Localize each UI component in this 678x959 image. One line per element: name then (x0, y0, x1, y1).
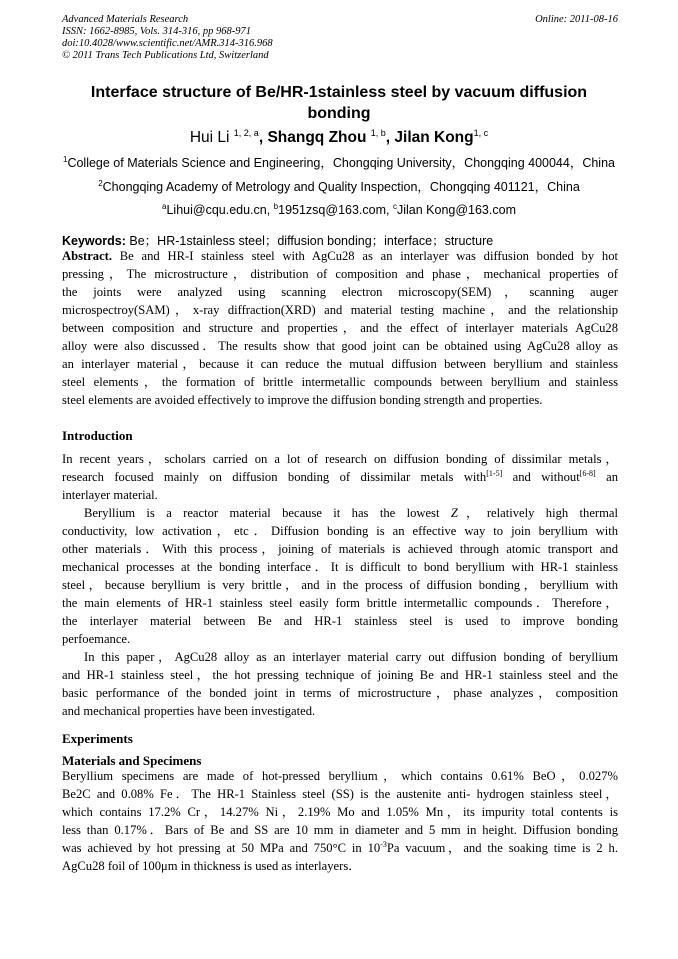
intro-line: Beryllium is a reactor material because it has the lowest Z，relatively high thermal (84, 506, 618, 520)
affiliation-2 (60, 176, 618, 195)
intro-line: other materials．With this process，joining of materials is achieved through atomic transport and (62, 542, 618, 556)
online-date: Online: 2011-08-16 (535, 14, 618, 25)
abstract-line: alloy were also discussed．The results show that good joint can be obtained using AgCu28 alloy as (62, 339, 618, 353)
author-superscript: 1, b (370, 128, 386, 138)
introduction-body (62, 450, 618, 720)
abstract-line: an interlayer material，because it can reduce the mutual diffusion between beryllium and stainless (62, 357, 618, 371)
author-superscript: 1, c (473, 128, 489, 138)
intro-line: the interlayer material between Be and HR-1 stainless steel is used to improve bonding (62, 614, 618, 628)
intro-line: interlayer material. (62, 488, 158, 502)
exponent: -3 (380, 840, 387, 849)
title-line: Interface structure of Be/HR-1stainless steel by vacuum diffusion (90, 84, 588, 101)
abstract-line: pressing，The microstructure，distribution of composition and phase，mechanical properties of (62, 267, 618, 281)
affiliation-1 (60, 152, 618, 171)
abstract-line: the joints were analyzed using scanning electron microscopy(SEM)，scanning auger (62, 285, 618, 299)
author-list (66, 124, 612, 147)
journal-copyright: © 2011 Trans Tech Publications Ltd, Switzerland (62, 50, 269, 61)
materials-subheading: Materials and Specimens (62, 753, 202, 768)
intro-line: basic performance of the bonded joint in terms of microstructure，phase analyzes，composition (62, 686, 618, 700)
author-name: , Jilan Kong (385, 129, 474, 146)
experiments-line: which contains 17.2% Cr，14.27% Ni，2.19% Mo and 1.05% Mn，its impurity total contents is (62, 805, 618, 819)
affiliation-text: Chongqing Academy of Metrology and Quality Inspection，Chongqing 401121，China (102, 180, 580, 194)
keywords-label: Keywords: (62, 234, 126, 248)
keywords-text: Be；HR-1stainless steel；diffusion bonding；interface；structure (125, 234, 494, 248)
email-address: Lihui@cqu.edu.cn, (166, 203, 274, 217)
email-list (60, 199, 618, 218)
journal-name: Advanced Materials Research (62, 14, 189, 25)
title-line: bonding (307, 105, 371, 122)
abstract-line: steel elements are avoided effectively to improve the diffusion bonding strength and properties. (62, 393, 543, 407)
abstract-line: between composition and structure and properties，and the effect of interlayer materials AgCu28 (62, 321, 618, 335)
experiments-line: less than 0.17%．Bars of Be and SS are 10 mm in diameter and 5 mm in height. Diffusion bonding (62, 823, 618, 837)
citation: [1-5] (486, 469, 503, 478)
intro-line: In recent years，scholars carried on a lot of research on diffusion bonding of dissimilar metals， (62, 452, 618, 466)
email-address: Jilan Kong@163.com (396, 203, 516, 217)
introduction-heading: Introduction (62, 428, 133, 443)
experiments-line: Be2C and 0.08% Fe．The HR-1 Stainless steel (SS) is the austenite anti- hydrogen stainless steel， (62, 787, 618, 801)
abstract-label: Abstract. (62, 249, 113, 263)
intro-line: mechanical processes at the bonding interface．It is difficult to bond beryllium with HR-1 stainless (62, 560, 618, 574)
intro-line: and HR-1 stainless steel，the hot pressing technique of joining Be and HR-1 stainless steel and the (62, 668, 618, 682)
email-superscript: c (392, 202, 397, 211)
email-superscript: b (273, 202, 279, 211)
intro-line: steel，because beryllium is very brittle，and in the process of diffusion bonding，beryllium with (62, 578, 618, 592)
experiments-line: Beryllium specimens are made of hot-pressed beryllium，which contains 0.61% BeO，0.027% (62, 769, 618, 783)
abstract (62, 247, 618, 409)
intro-line: conductivity, low activation，etc．Diffusion bonding is an effective way to join beryllium with (62, 524, 618, 538)
paper-title (66, 82, 612, 124)
author-name: , Shangq Zhou (258, 129, 371, 146)
citation: [6-8] (579, 469, 596, 478)
abstract-line: steel elements，the formation of brittle intermetallic compounds between beryllium and stainless (62, 375, 618, 389)
experiments-line: was achieved by hot pressing at 50 MPa and 750°C in $10^{-3}Pa$ vacuum，and the soaking time is 2 h. (62, 840, 618, 855)
intro-line: research focused mainly on diffusion bonding of dissimilar metals with[1-5] and without[6-8] an (62, 469, 618, 484)
experiments-heading: Experiments (62, 731, 133, 746)
affiliation-superscript: 1 (62, 155, 68, 164)
journal-header (62, 14, 618, 62)
journal-doi: doi:10.4028/www.scientific.net/AMR.314-316.968 (62, 38, 273, 49)
email-address: 1951zsq@163.com, (278, 203, 393, 217)
affiliation-text: College of Materials Science and Engineering，Chongqing University，Chongqing 400044，China (67, 156, 615, 170)
email-superscript: a (162, 202, 167, 211)
intro-line: and mechanical properties have been investigated. (62, 704, 316, 718)
abstract-line: microspectroy(SAM)，x-ray diffraction(XRD) and material testing machine，and the relationship (62, 303, 618, 317)
author-superscript: 1, 2, a (233, 128, 259, 138)
intro-line: perfoemance. (62, 632, 131, 646)
experiments-line: AgCu28 foil of 100μm in thickness is used as interlayers． (62, 859, 361, 873)
experiments-body (62, 767, 618, 875)
intro-line: the main elements of HR-1 stainless steel easily form brittle intermetallic compounds．Therefore， (62, 596, 618, 610)
journal-issn: ISSN: 1662-8985, Vols. 314-316, pp 968-971 (62, 26, 251, 37)
intro-line: In this paper，AgCu28 alloy as an interlayer material carry out diffusion bonding of beryllium (84, 650, 618, 664)
author-name: Hui Li (189, 129, 230, 146)
affiliation-superscript: 2 (98, 179, 103, 188)
abstract-line: Abstract. Be and HR-I stainless steel with AgCu28 as an interlayer was diffusion bonded by hot (62, 249, 618, 263)
